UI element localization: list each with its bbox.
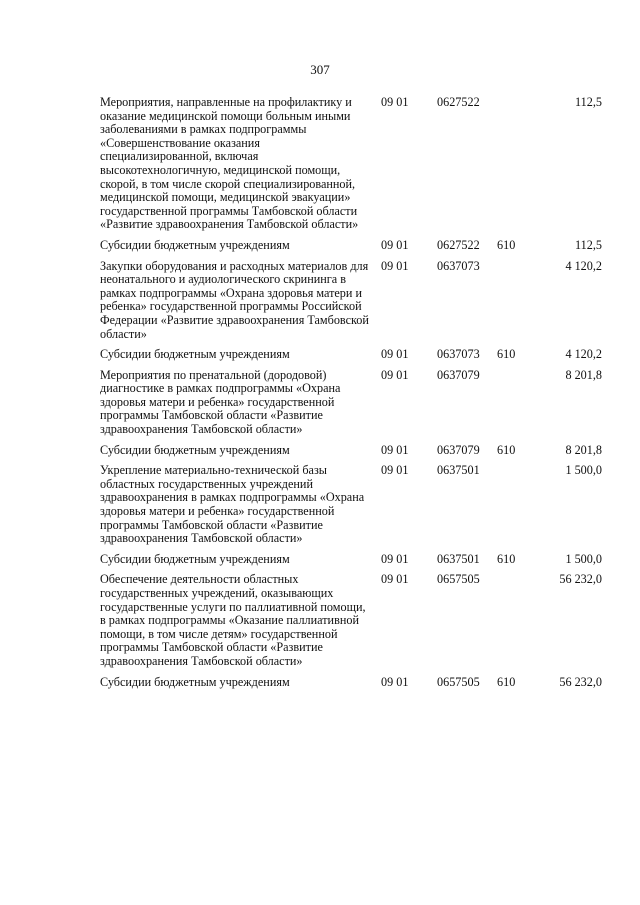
row-section: 09 01 <box>381 674 409 689</box>
row-amount: 56 232,0 <box>559 674 602 689</box>
row-target-code: 0627522 <box>437 95 480 109</box>
table-row <box>100 260 610 342</box>
row-description: Субсидии бюджетным учреждениям <box>100 237 290 252</box>
row-section: 09 01 <box>381 463 409 478</box>
row-expense-type: 610 <box>497 674 516 689</box>
row-description: Мероприятия по пренатальной (дородовой) диагностике в рамках подпрограммы «Охрана здоровья матери и ребенка» государственной программы Тамбовской области «Развитие здравоохранения Тамбовской области» <box>100 367 341 437</box>
row-description: Укрепление материально-технической базы областных государственных учреждений здравоохранения в рамках подпрограммы «Охрана здоровья матери и ребенка» государственной программы Тамбовской области «Развитие здравоохранения Тамбовской области» <box>100 463 365 546</box>
row-amount: 112,5 <box>575 237 602 252</box>
row-expense-type: 610 <box>497 237 516 252</box>
row-expense-type: 610 <box>497 347 516 362</box>
row-target-code: 0637501 <box>437 551 480 566</box>
row-amount: 4 120,2 <box>565 258 602 273</box>
row-amount: 1 500,0 <box>565 463 602 478</box>
row-amount: 4 120,2 <box>565 347 602 362</box>
table-row <box>100 239 610 253</box>
row-amount: 8 201,8 <box>565 367 602 382</box>
table-row <box>100 573 610 668</box>
table-row <box>100 96 610 232</box>
row-section: 09 01 <box>381 572 409 587</box>
table-row <box>100 444 610 458</box>
row-section: 09 01 <box>381 367 409 382</box>
table-row <box>100 676 610 690</box>
row-target-code: 0637079 <box>437 442 480 457</box>
row-section: 09 01 <box>381 237 409 252</box>
row-expense-type: 610 <box>497 442 516 457</box>
row-section: 09 01 <box>381 442 409 457</box>
row-section: 09 01 <box>381 347 409 362</box>
row-target-code: 0637073 <box>437 347 480 362</box>
row-description: Мероприятия, направленные на профилактику и оказание медицинской помощи больным иными заболеваниями в рамках подпрограммы «Совершенствование оказания специализированной, включая высокотехнологичную, медицинской помощи, скорой, в том числе скорой специализированной, медицинской помощи, медицинской эвакуации» государственной программы Тамбовской области «Развитие здравоохранения Тамбовской области» <box>100 95 359 232</box>
row-section: 09 01 <box>381 258 409 273</box>
row-target-code: 0637073 <box>437 258 480 273</box>
page-number: 307 <box>310 62 330 77</box>
row-description: Субсидии бюджетным учреждениям <box>100 551 290 566</box>
table-row <box>100 348 610 362</box>
row-target-code: 0637501 <box>437 463 480 478</box>
row-description: Закупки оборудования и расходных материалов для неонатального и аудиологического скрининга в рамках подпрограммы «Охрана здоровья матери и ребенка» государственной программы Российской Федерации «Развитие здравоохранения Тамбовской области» <box>100 258 369 341</box>
budget-table <box>100 96 610 696</box>
row-amount: 1 500,0 <box>565 551 602 566</box>
table-row <box>100 553 610 567</box>
row-section: 09 01 <box>381 95 409 109</box>
row-target-code: 0657505 <box>437 674 480 689</box>
row-amount: 8 201,8 <box>565 442 602 457</box>
table-row <box>100 464 610 546</box>
row-target-code: 0637079 <box>437 367 480 382</box>
row-description: Субсидии бюджетным учреждениям <box>100 347 290 362</box>
row-target-code: 0657505 <box>437 572 480 587</box>
row-amount: 56 232,0 <box>559 572 602 587</box>
row-description: Субсидии бюджетным учреждениям <box>100 442 290 457</box>
row-amount: 112,5 <box>575 95 602 109</box>
row-description: Субсидии бюджетным учреждениям <box>100 674 290 689</box>
row-section: 09 01 <box>381 551 409 566</box>
row-description: Обеспечение деятельности областных государственных учреждений, оказывающих государственные услуги по паллиативной помощи, в рамках подпрограммы «Оказание паллиативной помощи, в том числе детям» государственной программы Тамбовской области «Развитие здравоохранения Тамбовской области» <box>100 572 366 668</box>
row-expense-type: 610 <box>497 551 516 566</box>
row-target-code: 0627522 <box>437 237 480 252</box>
table-row <box>100 369 610 437</box>
